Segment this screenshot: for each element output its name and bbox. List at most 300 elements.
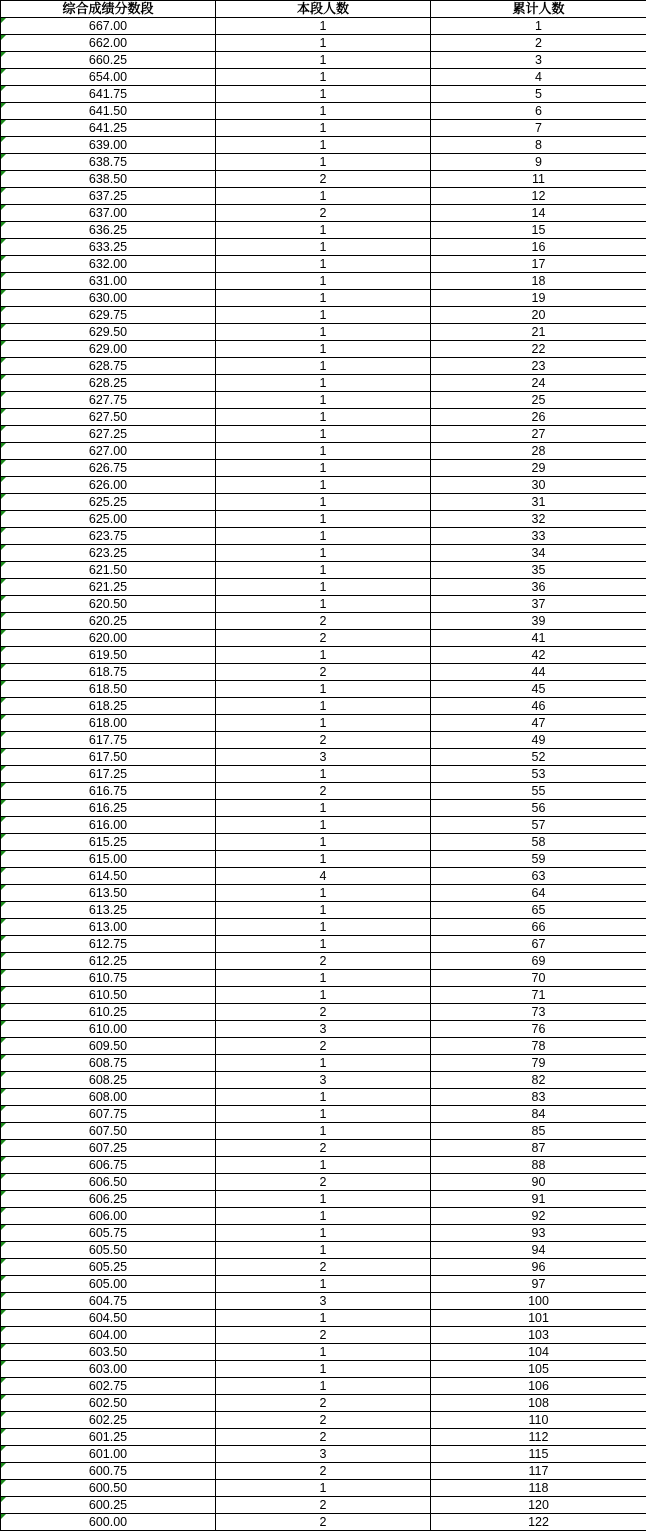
score-band-cell[interactable]: 620.50 — [1, 596, 216, 613]
score-band-cell[interactable]: 621.50 — [1, 562, 216, 579]
cumulative-count-cell[interactable]: 14 — [431, 205, 646, 222]
cumulative-count-cell[interactable]: 96 — [431, 1259, 646, 1276]
table-row — [1, 477, 646, 494]
band-count-cell[interactable]: 1 — [216, 851, 431, 868]
score-band-cell[interactable]: 601.00 — [1, 1446, 216, 1463]
score-band-cell[interactable]: 600.00 — [1, 1514, 216, 1531]
score-band-cell[interactable]: 625.25 — [1, 494, 216, 511]
band-count-cell[interactable]: 1 — [216, 1089, 431, 1106]
band-count-cell[interactable]: 1 — [216, 18, 431, 35]
score-band-cell[interactable]: 618.75 — [1, 664, 216, 681]
band-count-cell[interactable]: 1 — [216, 698, 431, 715]
score-band-cell[interactable]: 616.75 — [1, 783, 216, 800]
score-band-cell[interactable]: 606.50 — [1, 1174, 216, 1191]
band-count-cell[interactable]: 1 — [216, 1276, 431, 1293]
cumulative-count-cell[interactable]: 79 — [431, 1055, 646, 1072]
cumulative-count-cell[interactable]: 34 — [431, 545, 646, 562]
band-count-cell[interactable]: 1 — [216, 834, 431, 851]
band-count-cell[interactable]: 1 — [216, 647, 431, 664]
score-band-cell[interactable]: 639.00 — [1, 137, 216, 154]
band-count-cell[interactable]: 3 — [216, 1021, 431, 1038]
score-band-cell[interactable]: 637.00 — [1, 205, 216, 222]
cumulative-count-cell[interactable]: 6 — [431, 103, 646, 120]
cumulative-count-cell[interactable]: 78 — [431, 1038, 646, 1055]
band-count-cell[interactable]: 1 — [216, 902, 431, 919]
table-row — [1, 1480, 646, 1497]
band-count-cell[interactable]: 1 — [216, 1157, 431, 1174]
score-band-cell[interactable]: 607.25 — [1, 1140, 216, 1157]
band-count-cell[interactable]: 1 — [216, 273, 431, 290]
score-band-cell[interactable]: 610.75 — [1, 970, 216, 987]
score-band-cell[interactable]: 654.00 — [1, 69, 216, 86]
table-row — [1, 1140, 646, 1157]
band-count-cell[interactable]: 1 — [216, 1191, 431, 1208]
score-band-cell[interactable]: 607.50 — [1, 1123, 216, 1140]
cumulative-count-cell[interactable]: 44 — [431, 664, 646, 681]
band-count-cell[interactable]: 1 — [216, 681, 431, 698]
cumulative-count-cell[interactable]: 94 — [431, 1242, 646, 1259]
cumulative-count-cell[interactable]: 69 — [431, 953, 646, 970]
table-body — [1, 18, 646, 1531]
cumulative-count-cell[interactable]: 56 — [431, 800, 646, 817]
score-band-cell[interactable]: 604.75 — [1, 1293, 216, 1310]
score-band-cell[interactable]: 630.00 — [1, 290, 216, 307]
score-band-cell[interactable]: 608.25 — [1, 1072, 216, 1089]
score-band-cell[interactable]: 608.75 — [1, 1055, 216, 1072]
cumulative-count-cell[interactable]: 22 — [431, 341, 646, 358]
score-band-cell[interactable]: 619.50 — [1, 647, 216, 664]
cumulative-count-cell[interactable]: 20 — [431, 307, 646, 324]
band-count-cell[interactable]: 1 — [216, 426, 431, 443]
cumulative-count-cell[interactable]: 70 — [431, 970, 646, 987]
band-count-cell[interactable]: 1 — [216, 341, 431, 358]
score-band-cell[interactable]: 618.00 — [1, 715, 216, 732]
cumulative-count-cell[interactable]: 112 — [431, 1429, 646, 1446]
score-band-cell[interactable]: 608.00 — [1, 1089, 216, 1106]
table-row — [1, 511, 646, 528]
score-band-cell[interactable]: 603.50 — [1, 1344, 216, 1361]
table-row — [1, 1378, 646, 1395]
score-band-cell[interactable]: 623.75 — [1, 528, 216, 545]
band-count-cell[interactable]: 1 — [216, 52, 431, 69]
score-band-cell[interactable]: 617.75 — [1, 732, 216, 749]
cumulative-count-cell[interactable]: 120 — [431, 1497, 646, 1514]
cumulative-count-cell[interactable]: 71 — [431, 987, 646, 1004]
cumulative-count-cell[interactable]: 36 — [431, 579, 646, 596]
band-count-cell[interactable]: 2 — [216, 1174, 431, 1191]
cumulative-count-cell[interactable]: 37 — [431, 596, 646, 613]
band-count-cell[interactable]: 2 — [216, 783, 431, 800]
cumulative-count-cell[interactable]: 110 — [431, 1412, 646, 1429]
score-band-cell[interactable]: 603.00 — [1, 1361, 216, 1378]
score-band-cell[interactable]: 602.25 — [1, 1412, 216, 1429]
band-count-cell[interactable]: 2 — [216, 205, 431, 222]
score-band-cell[interactable]: 620.00 — [1, 630, 216, 647]
score-band-cell[interactable]: 641.50 — [1, 103, 216, 120]
band-count-cell[interactable]: 1 — [216, 120, 431, 137]
cumulative-count-cell[interactable]: 82 — [431, 1072, 646, 1089]
cumulative-count-cell[interactable]: 35 — [431, 562, 646, 579]
score-band-cell[interactable]: 607.75 — [1, 1106, 216, 1123]
cumulative-count-cell[interactable]: 115 — [431, 1446, 646, 1463]
band-count-cell[interactable]: 1 — [216, 1106, 431, 1123]
cumulative-count-cell[interactable]: 103 — [431, 1327, 646, 1344]
score-band-cell[interactable]: 602.50 — [1, 1395, 216, 1412]
score-band-cell[interactable]: 600.50 — [1, 1480, 216, 1497]
band-count-cell[interactable]: 2 — [216, 1140, 431, 1157]
score-band-cell[interactable]: 600.75 — [1, 1463, 216, 1480]
band-count-cell[interactable]: 1 — [216, 256, 431, 273]
cumulative-count-cell[interactable]: 27 — [431, 426, 646, 443]
score-band-cell[interactable]: 629.00 — [1, 341, 216, 358]
band-count-cell[interactable]: 2 — [216, 732, 431, 749]
cumulative-count-cell[interactable]: 33 — [431, 528, 646, 545]
cumulative-count-cell[interactable]: 52 — [431, 749, 646, 766]
score-band-cell[interactable]: 604.00 — [1, 1327, 216, 1344]
score-band-cell[interactable]: 631.00 — [1, 273, 216, 290]
score-band-cell[interactable]: 610.00 — [1, 1021, 216, 1038]
band-count-cell[interactable]: 2 — [216, 1412, 431, 1429]
table-row — [1, 1123, 646, 1140]
cumulative-count-cell[interactable]: 63 — [431, 868, 646, 885]
cumulative-count-cell[interactable]: 84 — [431, 1106, 646, 1123]
score-band-cell[interactable]: 617.25 — [1, 766, 216, 783]
band-count-cell[interactable]: 1 — [216, 936, 431, 953]
cumulative-count-cell[interactable]: 85 — [431, 1123, 646, 1140]
score-band-cell[interactable]: 637.25 — [1, 188, 216, 205]
band-count-cell[interactable]: 1 — [216, 137, 431, 154]
score-band-cell[interactable]: 627.25 — [1, 426, 216, 443]
band-count-cell[interactable]: 2 — [216, 1497, 431, 1514]
band-count-cell[interactable]: 1 — [216, 1055, 431, 1072]
cumulative-count-cell[interactable]: 41 — [431, 630, 646, 647]
band-count-cell[interactable]: 3 — [216, 1293, 431, 1310]
cumulative-count-cell[interactable]: 87 — [431, 1140, 646, 1157]
cumulative-count-cell[interactable]: 39 — [431, 613, 646, 630]
cumulative-count-cell[interactable]: 117 — [431, 1463, 646, 1480]
cumulative-count-cell[interactable]: 2 — [431, 35, 646, 52]
score-band-cell[interactable]: 629.75 — [1, 307, 216, 324]
table-row — [1, 1514, 646, 1531]
cumulative-count-cell[interactable]: 88 — [431, 1157, 646, 1174]
table-row — [1, 783, 646, 800]
score-band-cell[interactable]: 621.25 — [1, 579, 216, 596]
band-count-cell[interactable]: 1 — [216, 460, 431, 477]
cumulative-count-cell[interactable]: 76 — [431, 1021, 646, 1038]
score-band-cell[interactable]: 638.50 — [1, 171, 216, 188]
score-band-cell[interactable]: 633.25 — [1, 239, 216, 256]
cumulative-count-cell[interactable]: 30 — [431, 477, 646, 494]
cumulative-count-cell[interactable]: 73 — [431, 1004, 646, 1021]
score-band-cell[interactable]: 638.75 — [1, 154, 216, 171]
band-count-cell[interactable]: 3 — [216, 749, 431, 766]
score-band-cell[interactable]: 613.00 — [1, 919, 216, 936]
band-count-cell[interactable]: 1 — [216, 919, 431, 936]
header-cumulative-count[interactable]: 累计人数 — [431, 1, 646, 18]
cumulative-count-cell[interactable]: 17 — [431, 256, 646, 273]
cumulative-count-cell[interactable]: 32 — [431, 511, 646, 528]
band-count-cell[interactable]: 2 — [216, 1259, 431, 1276]
table-row — [1, 970, 646, 987]
table-row — [1, 1327, 646, 1344]
band-count-cell[interactable]: 2 — [216, 1327, 431, 1344]
band-count-cell[interactable]: 1 — [216, 545, 431, 562]
table-row — [1, 1310, 646, 1327]
score-band-cell[interactable]: 628.75 — [1, 358, 216, 375]
cumulative-count-cell[interactable]: 19 — [431, 290, 646, 307]
cumulative-count-cell[interactable]: 122 — [431, 1514, 646, 1531]
band-count-cell[interactable]: 1 — [216, 35, 431, 52]
score-band-cell[interactable]: 605.00 — [1, 1276, 216, 1293]
band-count-cell[interactable]: 1 — [216, 239, 431, 256]
score-band-cell[interactable]: 610.50 — [1, 987, 216, 1004]
band-count-cell[interactable]: 2 — [216, 1463, 431, 1480]
cumulative-count-cell[interactable]: 29 — [431, 460, 646, 477]
band-count-cell[interactable]: 1 — [216, 596, 431, 613]
band-count-cell[interactable]: 1 — [216, 766, 431, 783]
table-row — [1, 834, 646, 851]
table-row — [1, 1038, 646, 1055]
band-count-cell[interactable]: 1 — [216, 1361, 431, 1378]
band-count-cell[interactable]: 2 — [216, 953, 431, 970]
score-band-cell[interactable]: 605.50 — [1, 1242, 216, 1259]
score-band-cell[interactable]: 618.25 — [1, 698, 216, 715]
band-count-cell[interactable]: 1 — [216, 375, 431, 392]
score-band-cell[interactable]: 620.25 — [1, 613, 216, 630]
band-count-cell[interactable]: 2 — [216, 1514, 431, 1531]
band-count-cell[interactable]: 2 — [216, 1395, 431, 1412]
score-band-cell[interactable]: 627.00 — [1, 443, 216, 460]
score-band-cell[interactable]: 625.00 — [1, 511, 216, 528]
band-count-cell[interactable]: 1 — [216, 307, 431, 324]
band-count-cell[interactable]: 2 — [216, 613, 431, 630]
band-count-cell[interactable]: 1 — [216, 290, 431, 307]
band-count-cell[interactable]: 1 — [216, 1310, 431, 1327]
band-count-cell[interactable]: 1 — [216, 579, 431, 596]
score-band-cell[interactable]: 660.25 — [1, 52, 216, 69]
score-band-cell[interactable]: 612.75 — [1, 936, 216, 953]
cumulative-count-cell[interactable]: 100 — [431, 1293, 646, 1310]
table-row — [1, 698, 646, 715]
cumulative-count-cell[interactable]: 15 — [431, 222, 646, 239]
score-band-cell[interactable]: 662.00 — [1, 35, 216, 52]
score-band-cell[interactable]: 623.25 — [1, 545, 216, 562]
band-count-cell[interactable]: 3 — [216, 1072, 431, 1089]
band-count-cell[interactable]: 1 — [216, 1378, 431, 1395]
band-count-cell[interactable]: 3 — [216, 1446, 431, 1463]
table-row — [1, 953, 646, 970]
score-band-cell[interactable]: 614.50 — [1, 868, 216, 885]
band-count-cell[interactable]: 1 — [216, 324, 431, 341]
score-band-cell[interactable]: 628.25 — [1, 375, 216, 392]
cumulative-count-cell[interactable]: 105 — [431, 1361, 646, 1378]
score-band-cell[interactable]: 612.25 — [1, 953, 216, 970]
cumulative-count-cell[interactable]: 104 — [431, 1344, 646, 1361]
band-count-cell[interactable]: 2 — [216, 630, 431, 647]
band-count-cell[interactable]: 1 — [216, 528, 431, 545]
score-band-cell[interactable]: 604.50 — [1, 1310, 216, 1327]
band-count-cell[interactable]: 1 — [216, 987, 431, 1004]
cumulative-count-cell[interactable]: 11 — [431, 171, 646, 188]
score-band-cell[interactable]: 615.00 — [1, 851, 216, 868]
table-row — [1, 1072, 646, 1089]
cumulative-count-cell[interactable]: 59 — [431, 851, 646, 868]
band-count-cell[interactable]: 1 — [216, 86, 431, 103]
cumulative-count-cell[interactable]: 108 — [431, 1395, 646, 1412]
band-count-cell[interactable]: 2 — [216, 171, 431, 188]
cumulative-count-cell[interactable]: 12 — [431, 188, 646, 205]
score-band-cell[interactable]: 632.00 — [1, 256, 216, 273]
band-count-cell[interactable]: 2 — [216, 664, 431, 681]
band-count-cell[interactable]: 1 — [216, 817, 431, 834]
cumulative-count-cell[interactable]: 53 — [431, 766, 646, 783]
band-count-cell[interactable]: 1 — [216, 1123, 431, 1140]
band-count-cell[interactable]: 1 — [216, 715, 431, 732]
cumulative-count-cell[interactable]: 67 — [431, 936, 646, 953]
score-band-cell[interactable]: 617.50 — [1, 749, 216, 766]
table-row — [1, 1259, 646, 1276]
score-band-cell[interactable]: 605.25 — [1, 1259, 216, 1276]
band-count-cell[interactable]: 1 — [216, 970, 431, 987]
table-row — [1, 171, 646, 188]
cumulative-count-cell[interactable]: 18 — [431, 273, 646, 290]
score-band-cell[interactable]: 606.00 — [1, 1208, 216, 1225]
band-count-cell[interactable]: 1 — [216, 477, 431, 494]
table-row — [1, 545, 646, 562]
cumulative-count-cell[interactable]: 92 — [431, 1208, 646, 1225]
cumulative-count-cell[interactable]: 26 — [431, 409, 646, 426]
table-row — [1, 290, 646, 307]
cumulative-count-cell[interactable]: 65 — [431, 902, 646, 919]
table-row — [1, 443, 646, 460]
cumulative-count-cell[interactable]: 64 — [431, 885, 646, 902]
cumulative-count-cell[interactable]: 55 — [431, 783, 646, 800]
band-count-cell[interactable]: 1 — [216, 1225, 431, 1242]
band-count-cell[interactable]: 1 — [216, 1242, 431, 1259]
score-band-cell[interactable]: 613.25 — [1, 902, 216, 919]
score-band-cell[interactable]: 626.75 — [1, 460, 216, 477]
cumulative-count-cell[interactable]: 42 — [431, 647, 646, 664]
score-band-cell[interactable]: 627.50 — [1, 409, 216, 426]
cumulative-count-cell[interactable]: 25 — [431, 392, 646, 409]
band-count-cell[interactable]: 2 — [216, 1038, 431, 1055]
band-count-cell[interactable]: 1 — [216, 511, 431, 528]
band-count-cell[interactable]: 4 — [216, 868, 431, 885]
cumulative-count-cell[interactable]: 90 — [431, 1174, 646, 1191]
header-band-count[interactable]: 本段人数 — [216, 1, 431, 18]
band-count-cell[interactable]: 1 — [216, 392, 431, 409]
cumulative-count-cell[interactable]: 97 — [431, 1276, 646, 1293]
score-band-cell[interactable]: 626.00 — [1, 477, 216, 494]
score-band-cell[interactable]: 616.00 — [1, 817, 216, 834]
score-band-cell[interactable]: 610.25 — [1, 1004, 216, 1021]
band-count-cell[interactable]: 1 — [216, 409, 431, 426]
cumulative-count-cell[interactable]: 28 — [431, 443, 646, 460]
table-row — [1, 987, 646, 1004]
cumulative-count-cell[interactable]: 93 — [431, 1225, 646, 1242]
cumulative-count-cell[interactable]: 58 — [431, 834, 646, 851]
cumulative-count-cell[interactable]: 57 — [431, 817, 646, 834]
score-band-cell[interactable]: 641.25 — [1, 120, 216, 137]
cumulative-count-cell[interactable]: 7 — [431, 120, 646, 137]
cumulative-count-cell[interactable]: 66 — [431, 919, 646, 936]
band-count-cell[interactable]: 1 — [216, 69, 431, 86]
table-row — [1, 358, 646, 375]
band-count-cell[interactable]: 1 — [216, 1480, 431, 1497]
score-band-cell[interactable]: 606.25 — [1, 1191, 216, 1208]
score-band-cell[interactable]: 667.00 — [1, 18, 216, 35]
table-row — [1, 69, 646, 86]
score-band-cell[interactable]: 601.25 — [1, 1429, 216, 1446]
cumulative-count-cell[interactable]: 91 — [431, 1191, 646, 1208]
band-count-cell[interactable]: 1 — [216, 494, 431, 511]
table-row — [1, 1191, 646, 1208]
cumulative-count-cell[interactable]: 47 — [431, 715, 646, 732]
header-score-band[interactable]: 综合成绩分数段 — [1, 1, 216, 18]
band-count-cell[interactable]: 1 — [216, 103, 431, 120]
band-count-cell[interactable]: 1 — [216, 154, 431, 171]
table-row — [1, 222, 646, 239]
score-band-cell[interactable]: 613.50 — [1, 885, 216, 902]
cumulative-count-cell[interactable]: 23 — [431, 358, 646, 375]
score-band-cell[interactable]: 602.75 — [1, 1378, 216, 1395]
score-band-cell[interactable]: 616.25 — [1, 800, 216, 817]
score-band-cell[interactable]: 641.75 — [1, 86, 216, 103]
cumulative-count-cell[interactable]: 49 — [431, 732, 646, 749]
table-row — [1, 392, 646, 409]
score-band-cell[interactable]: 605.75 — [1, 1225, 216, 1242]
band-count-cell[interactable]: 2 — [216, 1004, 431, 1021]
band-count-cell[interactable]: 1 — [216, 800, 431, 817]
band-count-cell[interactable]: 1 — [216, 1208, 431, 1225]
cumulative-count-cell[interactable]: 5 — [431, 86, 646, 103]
score-band-cell[interactable]: 627.75 — [1, 392, 216, 409]
band-count-cell[interactable]: 1 — [216, 885, 431, 902]
band-count-cell[interactable]: 1 — [216, 222, 431, 239]
cumulative-count-cell[interactable]: 46 — [431, 698, 646, 715]
score-band-cell[interactable]: 600.25 — [1, 1497, 216, 1514]
score-band-cell[interactable]: 629.50 — [1, 324, 216, 341]
cumulative-count-cell[interactable]: 21 — [431, 324, 646, 341]
score-band-cell[interactable]: 609.50 — [1, 1038, 216, 1055]
band-count-cell[interactable]: 2 — [216, 1429, 431, 1446]
cumulative-count-cell[interactable]: 106 — [431, 1378, 646, 1395]
cumulative-count-cell[interactable]: 3 — [431, 52, 646, 69]
cumulative-count-cell[interactable]: 31 — [431, 494, 646, 511]
cumulative-count-cell[interactable]: 1 — [431, 18, 646, 35]
band-count-cell[interactable]: 1 — [216, 1344, 431, 1361]
band-count-cell[interactable]: 1 — [216, 188, 431, 205]
cumulative-count-cell[interactable]: 45 — [431, 681, 646, 698]
band-count-cell[interactable]: 1 — [216, 443, 431, 460]
cumulative-count-cell[interactable]: 4 — [431, 69, 646, 86]
band-count-cell[interactable]: 1 — [216, 358, 431, 375]
cumulative-count-cell[interactable]: 16 — [431, 239, 646, 256]
score-band-cell[interactable]: 636.25 — [1, 222, 216, 239]
table-row — [1, 1344, 646, 1361]
cumulative-count-cell[interactable]: 8 — [431, 137, 646, 154]
cumulative-count-cell[interactable]: 83 — [431, 1089, 646, 1106]
cumulative-count-cell[interactable]: 9 — [431, 154, 646, 171]
cumulative-count-cell[interactable]: 24 — [431, 375, 646, 392]
score-band-cell[interactable]: 615.25 — [1, 834, 216, 851]
cumulative-count-cell[interactable]: 101 — [431, 1310, 646, 1327]
band-count-cell[interactable]: 1 — [216, 562, 431, 579]
cumulative-count-cell[interactable]: 118 — [431, 1480, 646, 1497]
score-band-cell[interactable]: 606.75 — [1, 1157, 216, 1174]
table-row — [1, 1395, 646, 1412]
score-band-cell[interactable]: 618.50 — [1, 681, 216, 698]
